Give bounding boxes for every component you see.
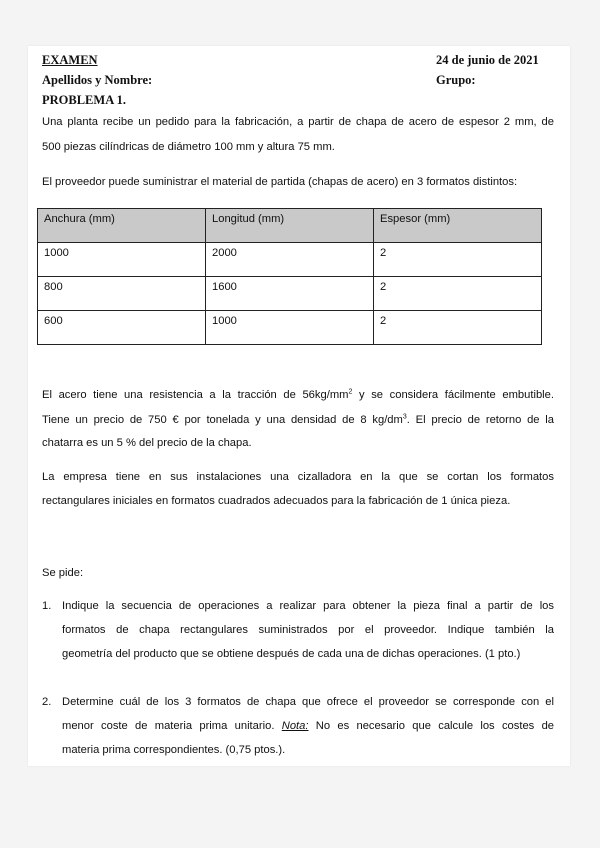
company-line-2: rectangulares iniciales en formatos cuadrados adecuados para la fabricación de 1 única pieza. [42,495,511,507]
table-row [38,277,542,311]
steel-line-1-a: El acero tiene una resistencia a la tracción de 56kg/mm [42,389,349,401]
header-length: Longitud (mm) [206,209,374,243]
superscript-3: 3 [402,413,407,421]
steel-line-2-b: . El precio de retorno de la [406,414,554,426]
cell-length: 2000 [206,243,374,277]
cell-thickness: 2 [374,243,542,277]
table-row [38,311,542,345]
cell-width: 1000 [38,243,206,277]
q1-number: 1. [42,600,52,612]
questions-intro: Se pide: [42,567,84,579]
supplier-text: El proveedor puede suministrar el material de partida (chapas de acero) en 3 formatos distintos: [42,176,518,188]
steel-line-2 [42,414,554,426]
table-row [38,243,542,277]
intro-line-2: 500 piezas cilíndricas de diámetro 100 mm y altura 75 mm. [42,141,335,153]
problem-title: PROBLEMA 1. [42,93,127,107]
cell-thickness: 2 [374,277,542,311]
cell-length: 1000 [206,311,374,345]
cell-width: 800 [38,277,206,311]
q2-number: 2. [42,696,52,708]
cell-length: 1600 [206,277,374,311]
steel-line-1 [42,389,554,401]
steel-line-1-b: y se considera fácilmente embutible. [352,389,554,401]
q1-line-1: Indique la secuencia de operaciones a realizar para obtener la pieza final a partir de los [62,600,554,612]
header-width: Anchura (mm) [38,209,206,243]
q2-line-3: materia prima correspondientes. (0,75 ptos.). [62,744,286,756]
q1-line-2: formatos de chapa rectangulares suministrados por el proveedor. Indique también la [62,624,554,636]
exam-date: 24 de junio de 2021 [436,53,539,67]
q2-line-2 [62,720,554,732]
company-line-1: La empresa tiene en sus instalaciones una cizalladora en la que se cortan los formatos [42,471,554,483]
exam-page [28,46,570,766]
formats-table [37,208,542,345]
table-header-row [38,209,542,243]
header-thickness: Espesor (mm) [374,209,542,243]
superscript-2: 2 [348,388,353,396]
group-label: Grupo: [436,73,476,87]
q2-line-1: Determine cuál de los 3 formatos de chapa que ofrece el proveedor se corresponde con el [62,696,554,708]
cell-thickness: 2 [374,311,542,345]
intro-line-1: Una planta recibe un pedido para la fabricación, a partir de chapa de acero de espesor 2 mm, de [42,116,554,128]
name-label: Apellidos y Nombre: [42,73,153,87]
steel-line-3: chatarra es un 5 % del precio de la chapa. [42,437,252,449]
exam-label: EXAMEN [42,53,98,67]
q1-line-3: geometría del producto que se obtiene después de cada una de dichas operaciones. (1 pto.) [62,648,521,660]
q2-line-2-a: menor coste de materia prima unitario. [62,720,282,732]
note-label: Nota: [281,720,309,732]
q2-line-2-b: No es necesario que calcule los costes de [308,720,555,732]
cell-width: 600 [38,311,206,345]
steel-line-2-a: Tiene un precio de 750 € por tonelada y una densidad de 8 kg/dm [42,414,403,426]
